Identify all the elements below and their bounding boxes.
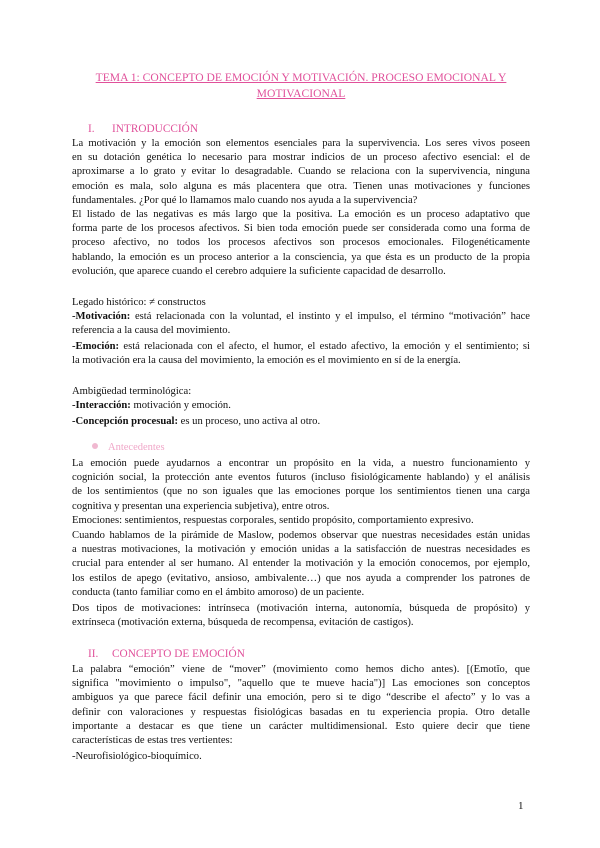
paragraph-line: proceso afectivo, no todos los procesos afectivos son procesos emocionales. Filogenéticamente — [72, 237, 530, 249]
page-number: 1 — [518, 800, 524, 812]
paragraph-line: La motivación y la emoción son elementos esenciales para la supervivencia. Los seres vivos poseen — [72, 138, 530, 149]
paragraph-line: extrínseca (motivación externa, búsqueda de recompensa, evitación de castigos). — [72, 617, 414, 629]
paragraph-line: El listado de las negativas es más largo que la positiva. La emoción es un proceso adaptativo que — [72, 209, 530, 220]
paragraph-line: ambiguos ya que parece fácil definir una emoción, pero si te digo “describe el afecto” y lo vas a — [72, 692, 530, 704]
neuro-text: -Neurofisiológico-bioquímico. — [72, 751, 202, 762]
paragraph-intro-2 — [72, 208, 530, 279]
section-number: I. — [88, 123, 95, 135]
paragraph-line: a nuestras motivaciones, la motivación y emoción unidas a la satisfacción de nuestras necesidades es — [72, 544, 530, 556]
emocion-line-2: la motivación era la causa del movimiento, la emoción es el movimiento en sí de la energía. — [72, 355, 461, 367]
motivacion-line-2: referencia a la causa del movimiento. — [72, 325, 231, 337]
interaccion-term: -Interacción: — [72, 400, 131, 412]
paragraph-line: hablando, la emoción es un proceso anterior a la consciencia, ya que ésta es un producto de la propia — [72, 251, 530, 263]
motivacion-definition — [72, 310, 530, 338]
bullet-icon — [92, 443, 98, 449]
paragraph-line: emoción es mala, solo alguna es más placentera que otra. Tienen unas motivaciones y funciones — [72, 180, 530, 192]
section-number: II. — [88, 648, 99, 660]
subsection-label: Antecedentes — [108, 442, 165, 453]
emociones-text: Emociones: sentimientos, respuestas corporales, sentido propósito, comportamiento expresivo. — [72, 515, 474, 526]
paragraph-line: significa "movimiento o impulso", "aquello que te mueve hacia")] Las emociones son conceptos — [72, 678, 530, 690]
emocion-term: -Emoción: — [72, 341, 120, 352]
motivacion-term: -Motivación: — [72, 311, 131, 322]
paragraph-line: importante a destacar es que tiene un carácter multidimensional. Esto quiere decir que tiene — [72, 720, 530, 732]
paragraph-intro-1 — [72, 137, 530, 208]
paragraph-line: La palabra “emoción” viene de “mover” (movimiento como hemos dicho antes). [(Emotĭo, que — [72, 664, 530, 675]
paragraph-line: crucial para entender al ser humano. Al entender la motivación y la emoción conocemos, por ejemplo, — [72, 558, 530, 570]
legado-text: Legado histórico: ≠ constructos — [72, 297, 206, 308]
paragraph-antecedentes-1 — [72, 457, 530, 514]
paragraph-line: cognición social, la protección ante eventos futuros (incluso fisiológicamente hablando) y el análisis — [72, 472, 530, 484]
page-title: TEMA 1: CONCEPTO DE EMOCIÓN Y MOTIVACIÓN. PROCESO EMOCIONAL Y MOTIVACIONAL — [95, 71, 507, 100]
subsection-antecedentes — [92, 441, 165, 455]
section-heading-introduccion — [88, 122, 198, 136]
paragraph-line: cognitiva y presentan una experiencia subjetiva), entre otros. — [72, 500, 330, 512]
paragraph-emociones — [72, 514, 530, 528]
concepcion-term: -Concepción procesual: — [72, 416, 179, 428]
paragraph-line: definir con valoraciones y respuestas fisiológicas basadas en tu experiencia propia. Otro detalle — [72, 706, 530, 718]
neuro-line — [72, 750, 530, 764]
paragraph-line: en su dotación genética lo necesario para mostrar indicios de un proceso afectivo esencial: el de — [72, 152, 530, 164]
section-label: CONCEPTO DE EMOCIÓN — [112, 648, 245, 660]
paragraph-line: Cuando hablamos de la pirámide de Maslow, podemos observar que nuestras necesidades están unidas — [72, 530, 530, 541]
motivacion-line-1 — [72, 310, 530, 324]
paragraph-line: Dos tipos de motivaciones: intrínseca (motivación interna, autonomía, búsqueda de propósito) y — [72, 603, 530, 614]
paragraph-line: de los sentimientos (que no son iguales que las emociones porque los sentimientos tienen una carga — [72, 486, 530, 498]
interaccion-text: motivación y emoción. — [130, 400, 231, 412]
concepcion-line — [72, 415, 530, 429]
paragraph-line: fundamentales. ¿Por qué lo llamamos malo cuando nos ayuda a la supervivencia? — [72, 194, 418, 206]
emocion-text-1: está relacionada con el afecto, el humor, el estado afectivo, la emoción y el sentimiento; si — [119, 341, 530, 352]
paragraph-line: conducta (tanto familiar como en el ámbito amoroso) de un paciente. — [72, 586, 365, 598]
paragraph-line: aproximarse a lo grato y evitar lo desagradable. Cuando se relaciona con la supervivencia, ninguna — [72, 166, 530, 178]
legado-line — [72, 296, 530, 310]
emocion-line-1 — [72, 340, 530, 354]
paragraph-maslow — [72, 529, 530, 600]
paragraph-line: los estilos de apego (evitativo, ansioso, ambivalente…) que nos ayuda a comprender los patrones de — [72, 572, 530, 584]
paragraph-line: forma parte de los procesos afectivos. Si bien toda emoción puede ser considerada como una forma de — [72, 223, 530, 235]
concepcion-text: es un proceso, uno activa al otro. — [178, 416, 321, 428]
paragraph-line: La emoción puede ayudarnos a encontrar un propósito en la vida, a nuestro funcionamiento y — [72, 458, 530, 469]
paragraph-tipos-motivacion — [72, 602, 530, 630]
paragraph-line: evolución, que aparece cuando el cerebro adquiere la suficiente capacidad de desarrollo. — [72, 265, 446, 277]
ambiguedad-block — [72, 385, 530, 430]
paragraph-line: características de estas tres vertientes: — [72, 734, 233, 746]
motivacion-text-1: está relacionada con la voluntad, el instinto y el impulso, el término “motivación” hace — [130, 311, 530, 322]
paragraph-concepto-emocion — [72, 663, 530, 748]
interaccion-line — [72, 399, 530, 413]
section-heading-concepto-emocion — [88, 647, 245, 661]
emocion-definition — [72, 340, 530, 368]
ambiguedad-heading: Ambigüedad terminológica: — [72, 386, 192, 397]
section-label: INTRODUCCIÓN — [112, 123, 198, 135]
